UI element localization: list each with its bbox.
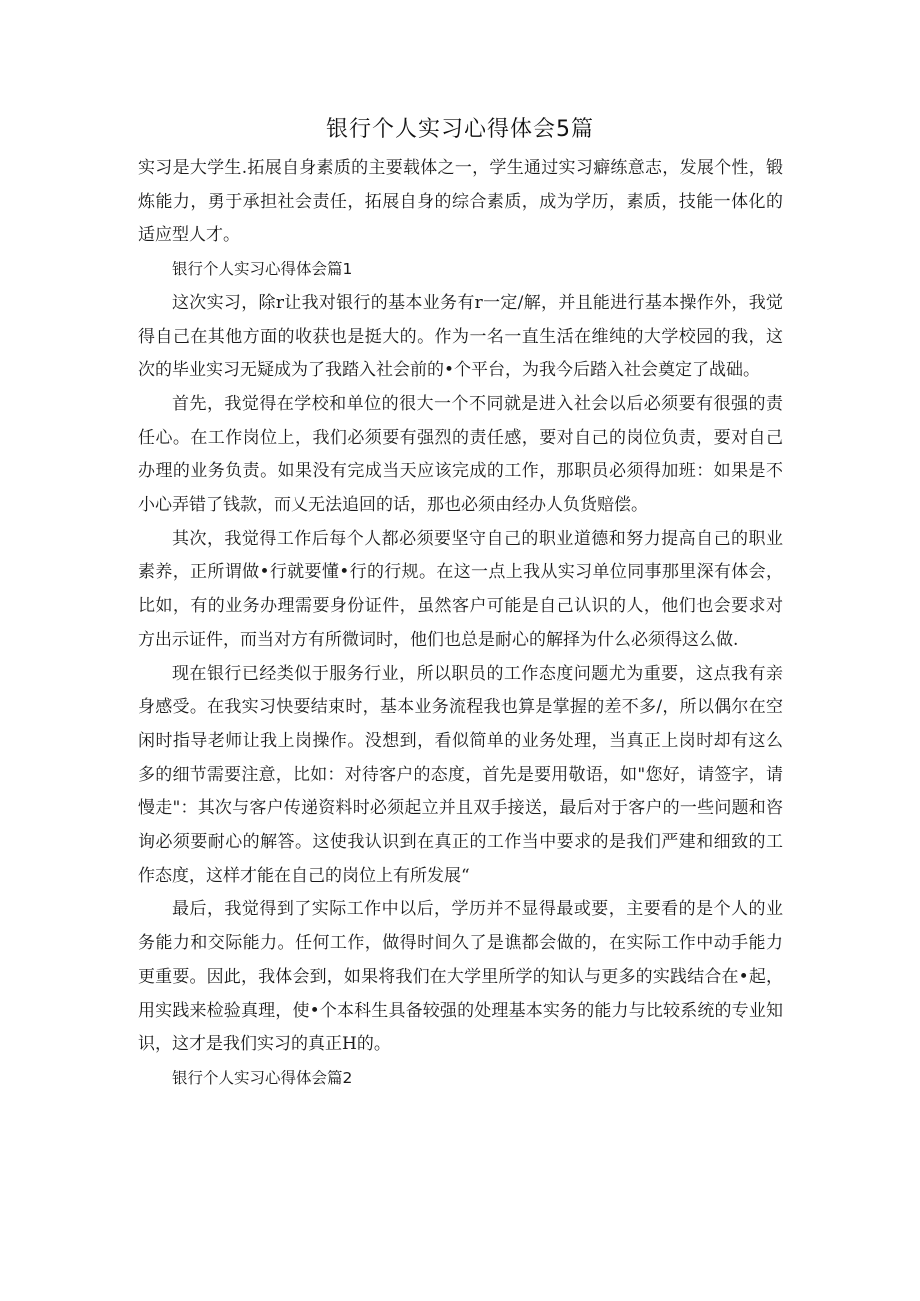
document-body xyxy=(138,152,783,1096)
section-heading-1: 银行个人实习心得体会篇1 xyxy=(172,260,353,279)
body-paragraph-5: 最后，我觉得到了实际工作中以后，学历并不显得最或要，主要看的是个人的业务能力和交际能力。任何工作，做得时间久了是谯都会做的，在实际工作中动手能力更重要。因此，我体会到，如果将我们在大学里所学的知认与更多的实践结合在•起，用实践来检验真理，使•个本科生具备较强的处理基本实务的能力与比较系统的专业知识，这才是我们实习的真正H的。 xyxy=(138,899,783,1055)
intro-paragraph: 实习是大学生.拓展自身素质的主要载体之一，学生通过实习癖练意志，发展个性，锻炼能力，勇于承担社会责任，拓展自身的综合素质，成为学历，素质，技能一体化的适应型人才。 xyxy=(138,158,783,246)
body-paragraph-4: 现在银行已经类似于服务行业，所以职员的工作态度问题尤为重要，这点我有亲身感受。在我实习快要结束时，基本业务流程我也算是掌握的差不多/，所以偶尔在空闲时指导老师让我上岗操作。没想到，看似简单的业务处理，当真正上岗时却有这么多的细节需要注意，比如：对待客户的态度，首先是要用敬语，如"您好，请签字，请慢走"：其次与客户传递资料时必须起立并且双手接送，最后对于客户的一些问题和咨询必须要耐心的解答。这使我认识到在真正的工作当中要求的是我们严建和细致的工作态度，这样才能在自己的岗位上有所发展“ xyxy=(138,663,783,886)
body-paragraph-3: 其次，我觉得工作后每个人都必须要坚守自己的职业道德和努力提高自己的职业素养，正所谓做•行就要懂•行的行规。在这一点上我从实习单位同事那里深有体会，比如，有的业务办理需要身份证件，虽然客户可能是自己认识的人，他们也会要求对方出示证件，而当对方有所微词时，他们也总是耐心的解择为什么必须得这么做. xyxy=(138,528,783,650)
body-paragraph-1: 这次实习，除r让我对银行的基本业务有r一定/解，并且能进行基本操作外，我觉得自己在其他方面的收获也是挺大的。作为一名一直生活在维纯的大学校园的我，这次的毕业实习无疑成为了我踏入社会前的•个平台，为我今后踏入社会奠定了战础。 xyxy=(138,292,783,381)
document-title: 银行个人实习心得体会5篇 xyxy=(326,117,594,142)
section-heading-2: 银行个人实习心得体会篇2 xyxy=(172,1068,353,1087)
body-paragraph-2: 首先，我觉得在学校和单位的很大一个不同就是进入社会以后必须要有很强的责任心。在工作岗位上，我们必须要有强烈的责任感，要对自己的岗位负责，要对自己办理的业务负责。如果没有完成当天应该完成的工作，那职员必须得加班：如果是不小心弄错了钱款，而乂无法追回的话，那也必须由经办人负货赔偿。 xyxy=(138,393,783,516)
